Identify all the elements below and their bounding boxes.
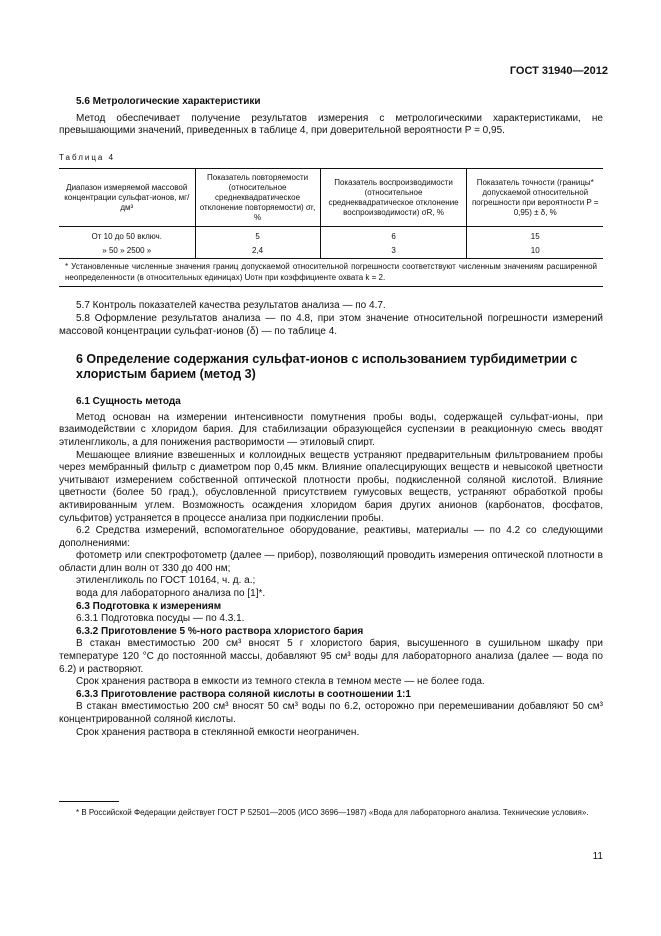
section-6-1-paragraph: Мешающее влияние взвешенных и коллоидных веществ устраняют предварительным фильтрованием пробы через мембранный фильтр с диаметром пор 0,45 мкм. Влияние опалесцирующих веществ и невысокой цветности учитывают измерением собственной оптической плотности пробы, подкисленной соляной кислотой. Влияние цветности (более 50 град.), обусловленной присутствием гумусовых веществ, устраняют обработкой пробы активированным углем. Возможность осаждения хлоридом бария других анионов (карбонатов, фосфатов, сульфитов) устраняется в процессе анализа при подкислении пробы. xyxy=(59,449,603,524)
table-cell: 6 xyxy=(320,227,467,245)
section-6-2-paragraph: 6.2 Средства измерений, вспомогательное оборудование, реактивы, материалы — по 4.2 со следующими дополнениями: xyxy=(59,525,603,549)
table-note-row xyxy=(59,259,603,287)
table-cell: 3 xyxy=(320,244,467,259)
section-6-3-3-paragraph: В стакан вместимостью 200 см³ вносят 50 см³ воды по 6.2, осторожно при перемешивании добавляют 50 см³ концентрированной соляной кислоты. xyxy=(59,701,603,725)
section-6-1-paragraph: Метод основан на измерении интенсивности помутнения пробы воды, содержащей сульфат-ионы, при взаимодействии с хлоридом бария. Для стабилизации образующейся суспензии в реакционную смесь вводят этиленгликоль, а для понижения растворимости — этиловый спирт. xyxy=(59,411,603,448)
table-cell: 5 xyxy=(195,227,320,245)
page-content xyxy=(59,96,603,739)
section-5-6-heading: 5.6 Метрологические характеристики xyxy=(76,96,261,107)
table-4 xyxy=(59,168,603,287)
table-cell: 10 xyxy=(467,244,603,259)
section-6-3-2-paragraph: В стакан вместимостью 200 см³ вносят 5 г хлористого бария, высушенного в сушильном шкафу при температуре 120 °С до постоянной массы, добавляют 95 см³ воды для лабораторного анализа (далее — вода по 6.2) и растворяют. xyxy=(59,638,603,675)
table-header-accuracy: Показатель точности (границы* допускаемой относительной погрешности при вероятности P = 0,95) ± δ, % xyxy=(467,169,603,227)
section-6-2-item: фотометр или спектрофотометр (далее — прибор), позволяющий проводить измерения оптической плотности в области длин волн от 330 до 400 нм; xyxy=(59,550,603,574)
table-cell: От 10 до 50 включ. xyxy=(91,232,162,242)
table-header-range: Диапазон измеряемой массовой концентрации сульфат-ионов, мг/дм³ xyxy=(59,169,195,227)
table-cell: » 50 » 2500 » xyxy=(59,244,195,259)
section-6-3-3-heading: 6.3.3 Приготовление раствора соляной кислоты в соотношении 1:1 xyxy=(76,688,411,700)
section-6-3-2-heading: 6.3.2 Приготовление 5 %-ного раствора хлористого бария xyxy=(76,625,364,637)
section-5-7: 5.7 Контроль показателей качества результатов анализа — по 4.7. xyxy=(76,300,386,312)
table-header-repeatability: Показатель повторяемости (относительное среднеквадратическое отклонение повторяемости) σr, % xyxy=(195,169,320,227)
table-row xyxy=(59,227,603,245)
table-note: * Установленные численные значения границ допускаемой относительной погрешности соответствуют численным значениям расширенной неопределенности (в относительных единицах) Uотн при коэффициенте охвата k = 2. xyxy=(59,259,603,287)
table-header-reproducibility: Показатель воспроизводимости (относительное среднеквадратическое отклонение воспроизводимости) σR, % xyxy=(320,169,467,227)
section-6-2-item: вода для лабораторного анализа по [1]*. xyxy=(76,588,266,600)
table-header-row xyxy=(59,169,603,227)
section-5-6-text: Метод обеспечивает получение результатов измерения с метрологическими характеристиками, не превышающими значений, приведенных в таблице 4, при доверительной вероятности P = 0,95. xyxy=(59,112,603,137)
section-6-2-item: этиленгликоль по ГОСТ 10164, ч. д. а.; xyxy=(76,575,256,587)
section-5-8: 5.8 Оформление результатов анализа — по 4.8, при этом значение относительной погрешности измерений массовой концентрации сульфат-ионов (δ) — по таблице 4. xyxy=(59,312,603,337)
section-6-3-1: 6.3.1 Подготовка посуды — по 4.3.1. xyxy=(76,613,245,625)
table-cell: 15 xyxy=(467,227,603,245)
section-6-title: 6 Определение содержания сульфат-ионов с использованием турбидиметрии с хлористым барием (метод 3) xyxy=(76,352,578,382)
table-row xyxy=(59,244,603,259)
footnote: * В Российской Федерации действует ГОСТ Р 52501—2005 (ИСО 3696—1987) «Вода для лабораторного анализа. Технические условия». xyxy=(76,808,589,817)
section-6-3-heading: 6.3 Подготовка к измерениям xyxy=(76,600,222,612)
page-number: 11 xyxy=(592,851,603,862)
table-4-caption: Таблица 4 xyxy=(59,152,116,162)
section-6-1-heading: 6.1 Сущность метода xyxy=(76,396,181,408)
section-6-3-2-paragraph: Срок хранения раствора в емкости из темного стекла в темном месте — не более года. xyxy=(76,676,485,688)
section-6-3-3-paragraph: Срок хранения раствора в стеклянной емкости неограничен. xyxy=(76,726,360,738)
document-id-header: ГОСТ 31940—2012 xyxy=(509,65,608,77)
table-cell: 2,4 xyxy=(195,244,320,259)
footnote-divider xyxy=(59,801,119,802)
